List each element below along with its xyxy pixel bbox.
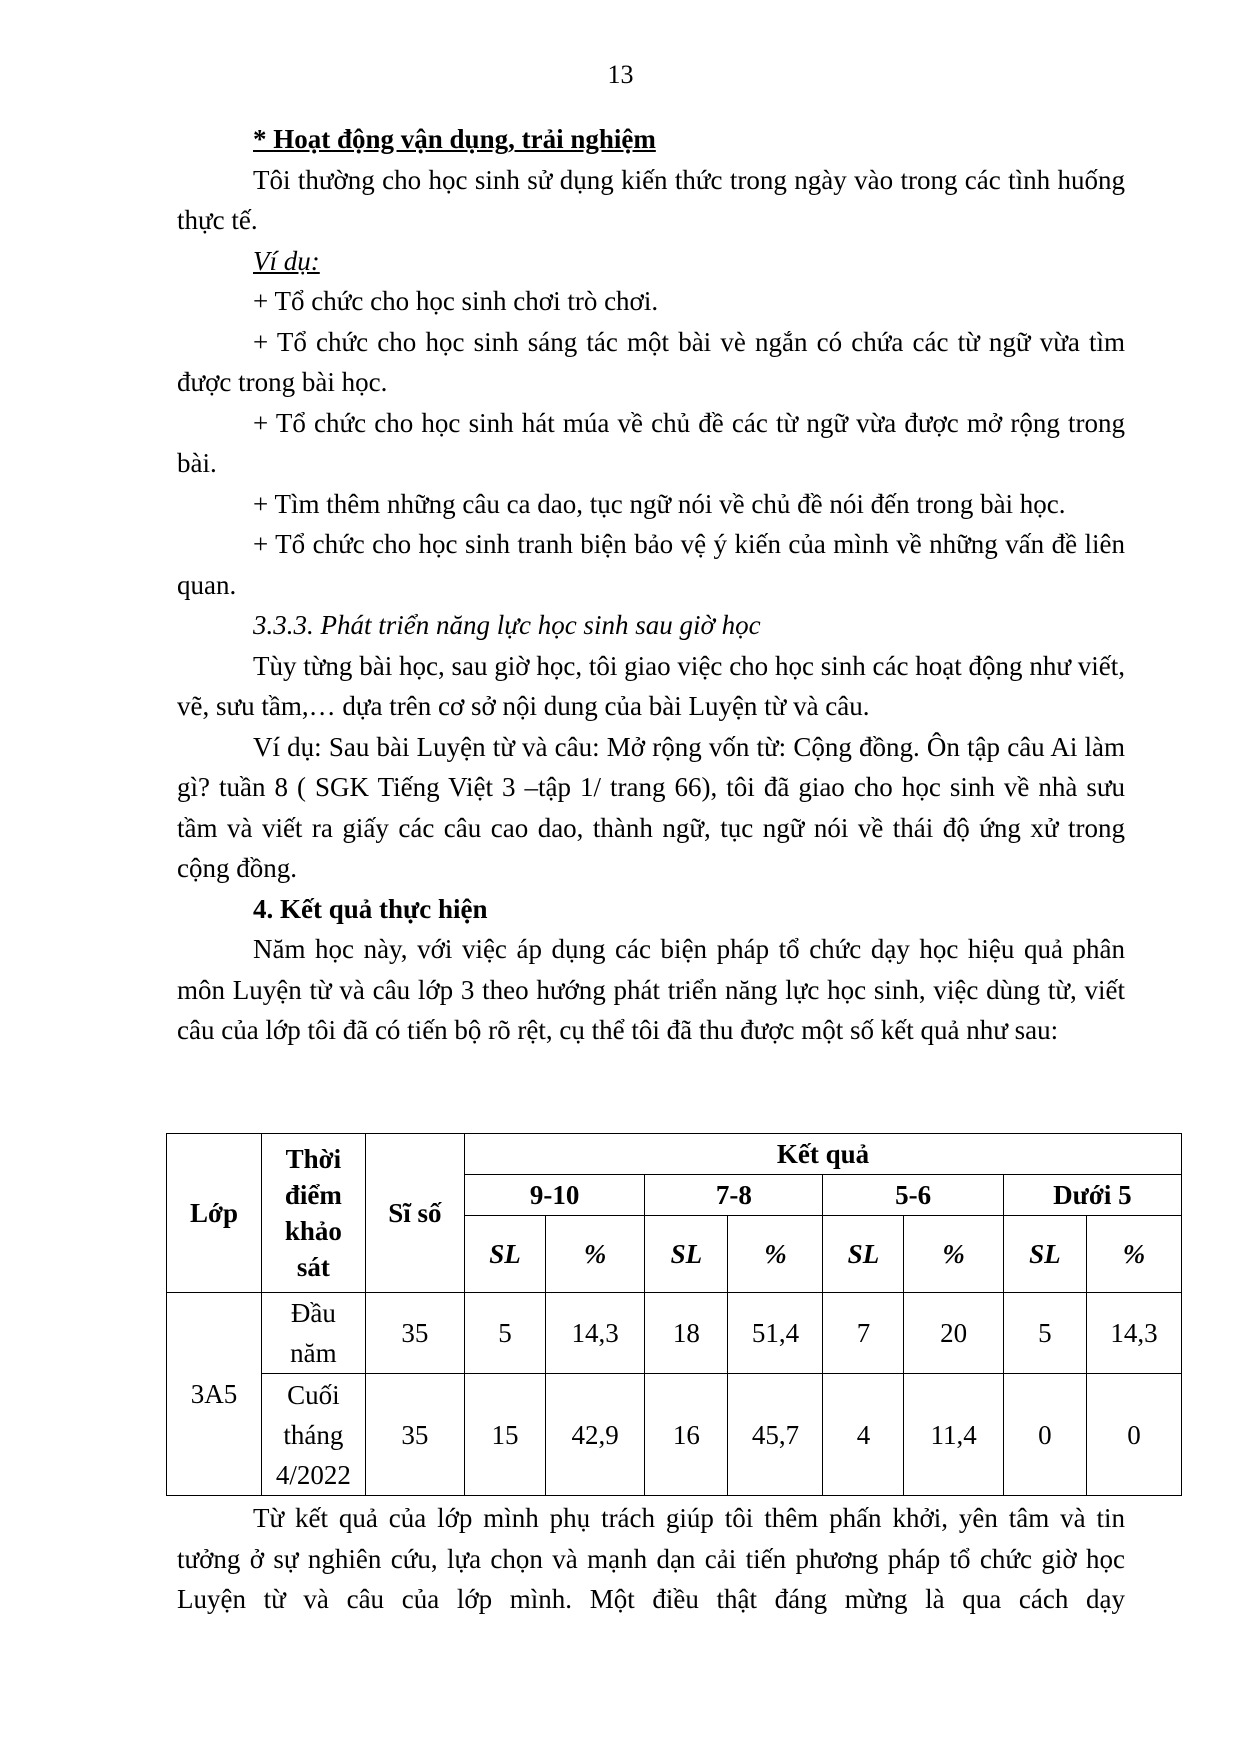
value-cell: 18 xyxy=(645,1293,728,1374)
value-cell: 14,3 xyxy=(545,1293,644,1374)
band-7-8: 7-8 xyxy=(645,1175,823,1216)
time-line: Đầu xyxy=(290,1298,336,1328)
value-cell: 20 xyxy=(904,1293,1003,1374)
sub-sl: SL xyxy=(645,1216,728,1293)
example-paragraph xyxy=(177,241,1125,282)
sub-sl: SL xyxy=(823,1216,904,1293)
header-result: Kết quả xyxy=(465,1134,1182,1175)
header-time xyxy=(262,1134,366,1293)
value-cell: 16 xyxy=(645,1374,728,1496)
value-cell: 15 xyxy=(465,1374,546,1496)
paragraph-1: Tôi thường cho học sinh sử dụng kiến thức trong ngày vào trong các tình huống thực tế. xyxy=(177,164,1125,235)
header-time-line-3: khảo xyxy=(284,1216,342,1246)
header-time-line-4: sát xyxy=(296,1252,330,1282)
value-cell: 0 xyxy=(1003,1374,1086,1496)
section-heading-activity xyxy=(177,119,1125,160)
bullet-3: + Tổ chức cho học sinh hát múa về chủ đề các từ ngữ vừa được mở rộng trong bài. xyxy=(177,407,1125,478)
table-row xyxy=(167,1374,1182,1496)
header-size: Sĩ số xyxy=(365,1134,464,1293)
header-time-line-1: Thời xyxy=(285,1144,342,1174)
value-cell: 7 xyxy=(823,1293,904,1374)
header-time-line-2: điểm xyxy=(284,1180,342,1210)
class-cell: 3A5 xyxy=(167,1293,262,1496)
header-class: Lớp xyxy=(167,1134,262,1293)
time-cell xyxy=(262,1293,366,1374)
heading-results: 4. Kết quả thực hiện xyxy=(253,893,488,924)
value-cell: 14,3 xyxy=(1086,1293,1181,1374)
value-cell: 45,7 xyxy=(728,1374,823,1496)
heading-activity: * Hoạt động vận dụng, trải nghiệm xyxy=(253,124,656,154)
value-cell: 0 xyxy=(1086,1374,1181,1496)
sub-sl: SL xyxy=(1003,1216,1086,1293)
bullet-4: + Tìm thêm những câu ca dao, tục ngữ nói về chủ đề nói đến trong bài học. xyxy=(253,488,1066,519)
value-cell: 5 xyxy=(1003,1293,1086,1374)
sub-pct: % xyxy=(904,1216,1003,1293)
time-line: tháng xyxy=(283,1419,344,1450)
sub-pct: % xyxy=(1086,1216,1181,1293)
body-text xyxy=(177,119,1125,1051)
sub-pct: % xyxy=(728,1216,823,1293)
value-cell: 4 xyxy=(823,1374,904,1496)
sub-pct: % xyxy=(545,1216,644,1293)
subheading-333: 3.3.3. Phát triển năng lực học sinh sau giờ học xyxy=(253,610,761,640)
bullet-2: + Tổ chức cho học sinh sáng tác một bài vè ngắn có chứa các từ ngữ vừa tìm được trong bài học. xyxy=(177,326,1125,397)
sub-sl: SL xyxy=(465,1216,546,1293)
table-row xyxy=(167,1293,1182,1374)
time-cell xyxy=(262,1374,366,1496)
bullet-1: + Tổ chức cho học sinh chơi trò chơi. xyxy=(253,286,659,316)
value-cell: 5 xyxy=(465,1293,546,1374)
bullet-5: + Tổ chức cho học sinh tranh biện bảo vệ ý kiến của mình về những vấn đề liên quan. xyxy=(177,529,1125,600)
value-cell: 11,4 xyxy=(904,1374,1003,1496)
time-line: Cuối xyxy=(287,1379,340,1410)
paragraph-2: Tùy từng bài học, sau giờ học, tôi giao việc cho học sinh các hoạt động như viết, vẽ, sưu tầm,… dựa trên cơ sở nội dung của bài Luyện từ và câu. xyxy=(177,650,1125,721)
closing-text xyxy=(177,1498,1125,1620)
results-table xyxy=(166,1133,1182,1496)
paragraph-3: Ví dụ: Sau bài Luyện từ và câu: Mở rộng vốn từ: Cộng đồng. Ôn tập câu Ai làm gì? tuần 8 ( SGK Tiếng Việt 3 –tập 1/ trang 66), tôi đã giao cho học sinh về nhà sưu tầm và viết ra giấy các câu cao dao, thành ngữ, tục ngữ nói về thái độ ứng xử trong cộng đồng. xyxy=(177,731,1125,883)
value-cell: 42,9 xyxy=(545,1374,644,1496)
time-line: năm xyxy=(290,1338,337,1368)
band-5-6: 5-6 xyxy=(823,1175,1003,1216)
paragraph-4: Năm học này, với việc áp dụng các biện pháp tổ chức dạy học hiệu quả phân môn Luyện từ và câu lớp 3 theo hướng phát triển năng lực học sinh, việc dùng từ, viết câu của lớp tôi đã có tiến bộ rõ rệt, cụ thể tôi đã thu được một số kết quả như sau: xyxy=(177,934,1125,1045)
value-cell: 51,4 xyxy=(728,1293,823,1374)
band-under-5: Dưới 5 xyxy=(1003,1175,1181,1216)
size-cell: 35 xyxy=(365,1374,464,1496)
time-line: 4/2022 xyxy=(275,1459,351,1490)
size-cell: 35 xyxy=(365,1293,464,1374)
band-9-10: 9-10 xyxy=(465,1175,645,1216)
paragraph-5: Từ kết quả của lớp mình phụ trách giúp tôi thêm phấn khởi, yên tâm và tin tưởng ở sự nghiên cứu, lựa chọn và mạnh dạn cải tiến phương pháp tổ chức giờ học Luyện từ và câu của lớp mình. Một điều thật đáng mừng là qua cách dạy xyxy=(177,1503,1125,1614)
example-label: Ví dụ: xyxy=(253,245,320,276)
page-number: 13 xyxy=(607,60,634,89)
